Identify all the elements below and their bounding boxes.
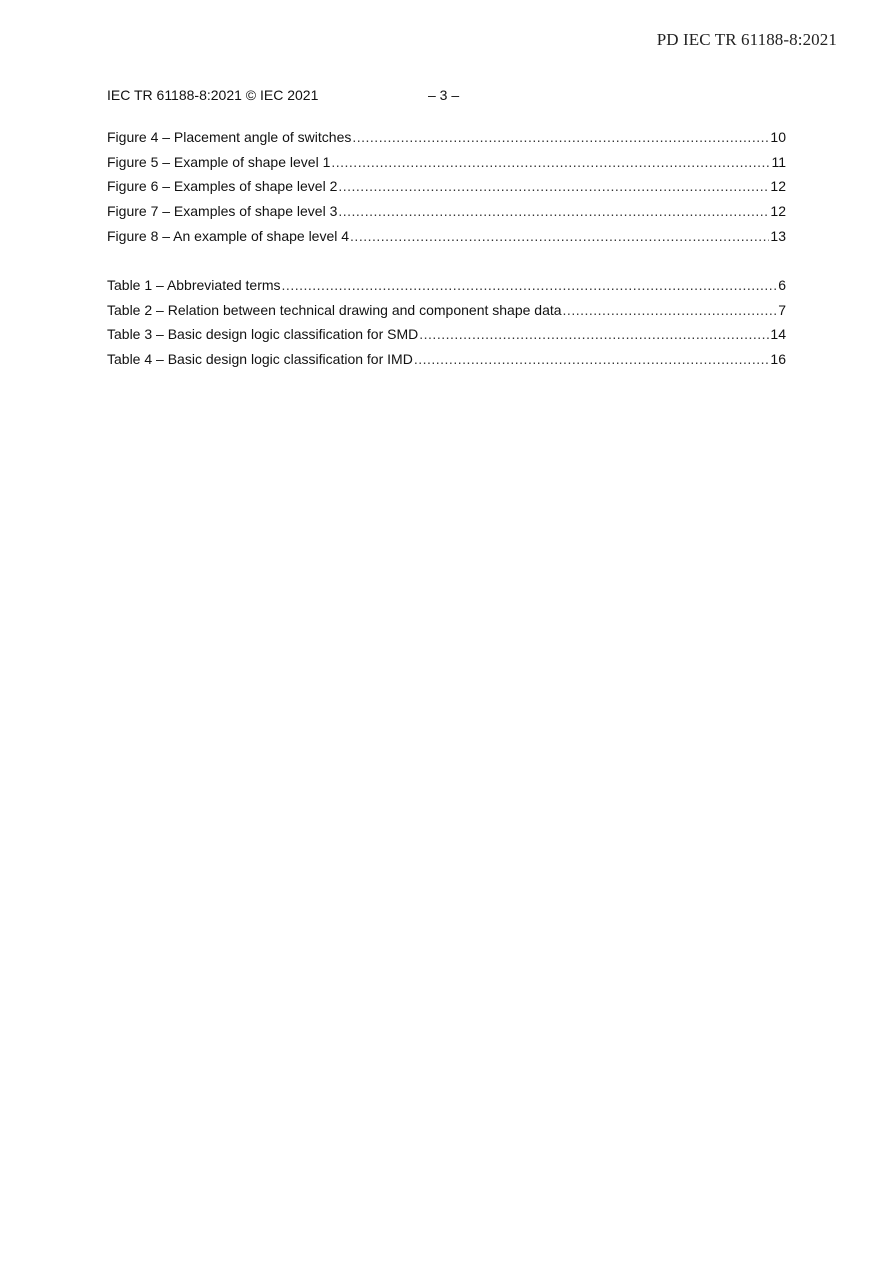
dot-leader <box>338 201 769 221</box>
toc-entry-page: 11 <box>771 153 786 170</box>
toc-entry-label: Figure 4 – Placement angle of switches <box>107 129 352 145</box>
toc-entry-label: Figure 6 – Examples of shape level 2 <box>107 178 338 195</box>
toc-entry-label: Table 4 – Basic design logic classification for IMD <box>107 351 413 367</box>
toc-entry-label: Figure 8 – An example of shape level 4 <box>107 227 350 244</box>
dot-leader <box>419 324 769 344</box>
toc-entry-label: Figure 7 – Examples of shape level 3 <box>107 203 338 220</box>
toc-entry-page: 16 <box>770 351 786 367</box>
toc-entry-table-4[interactable] <box>107 349 786 374</box>
toc-entry-page: 14 <box>770 326 786 343</box>
toc-entry-page: 12 <box>770 178 786 195</box>
dot-leader <box>282 275 778 295</box>
toc-entry-table-1[interactable] <box>107 275 786 300</box>
dot-leader <box>414 349 770 369</box>
toc-entry-table-2[interactable] <box>107 300 786 325</box>
dot-leader <box>331 152 770 172</box>
copyright-line: IEC TR 61188-8:2021 © IEC 2021 <box>107 87 319 103</box>
toc-entry-table-3[interactable] <box>107 324 786 349</box>
toc-entry-page: 6 <box>778 276 786 293</box>
dot-leader <box>338 176 769 196</box>
toc-entry-label: Figure 5 – Example of shape level 1 <box>107 153 331 170</box>
toc-entry-label: Table 1 – Abbreviated terms <box>107 276 281 293</box>
toc-entry-page: 10 <box>770 129 786 145</box>
document-identifier: PD IEC TR 61188-8:2021 <box>656 30 837 49</box>
toc-entry-page: 7 <box>778 301 786 318</box>
dot-leader <box>350 226 769 246</box>
toc-entry-label: Table 3 – Basic design logic classification for SMD <box>107 326 419 343</box>
toc-entry-figure-7[interactable] <box>107 201 786 226</box>
toc-entry-page: 13 <box>770 227 786 244</box>
toc-entry-page: 12 <box>770 203 786 220</box>
toc-entry-figure-4[interactable] <box>107 127 786 152</box>
table-of-contents <box>107 127 786 374</box>
dot-leader <box>563 300 778 320</box>
toc-entry-figure-5[interactable] <box>107 152 786 177</box>
toc-entry-figure-8[interactable] <box>107 226 786 251</box>
dot-leader <box>352 127 769 147</box>
toc-entry-figure-6[interactable] <box>107 176 786 201</box>
list-of-figures <box>107 127 786 250</box>
toc-entry-label: Table 2 – Relation between technical drawing and component shape data <box>107 301 562 318</box>
list-of-tables <box>107 275 786 374</box>
page-header <box>107 86 786 104</box>
page-number: – 3 – <box>428 87 460 103</box>
